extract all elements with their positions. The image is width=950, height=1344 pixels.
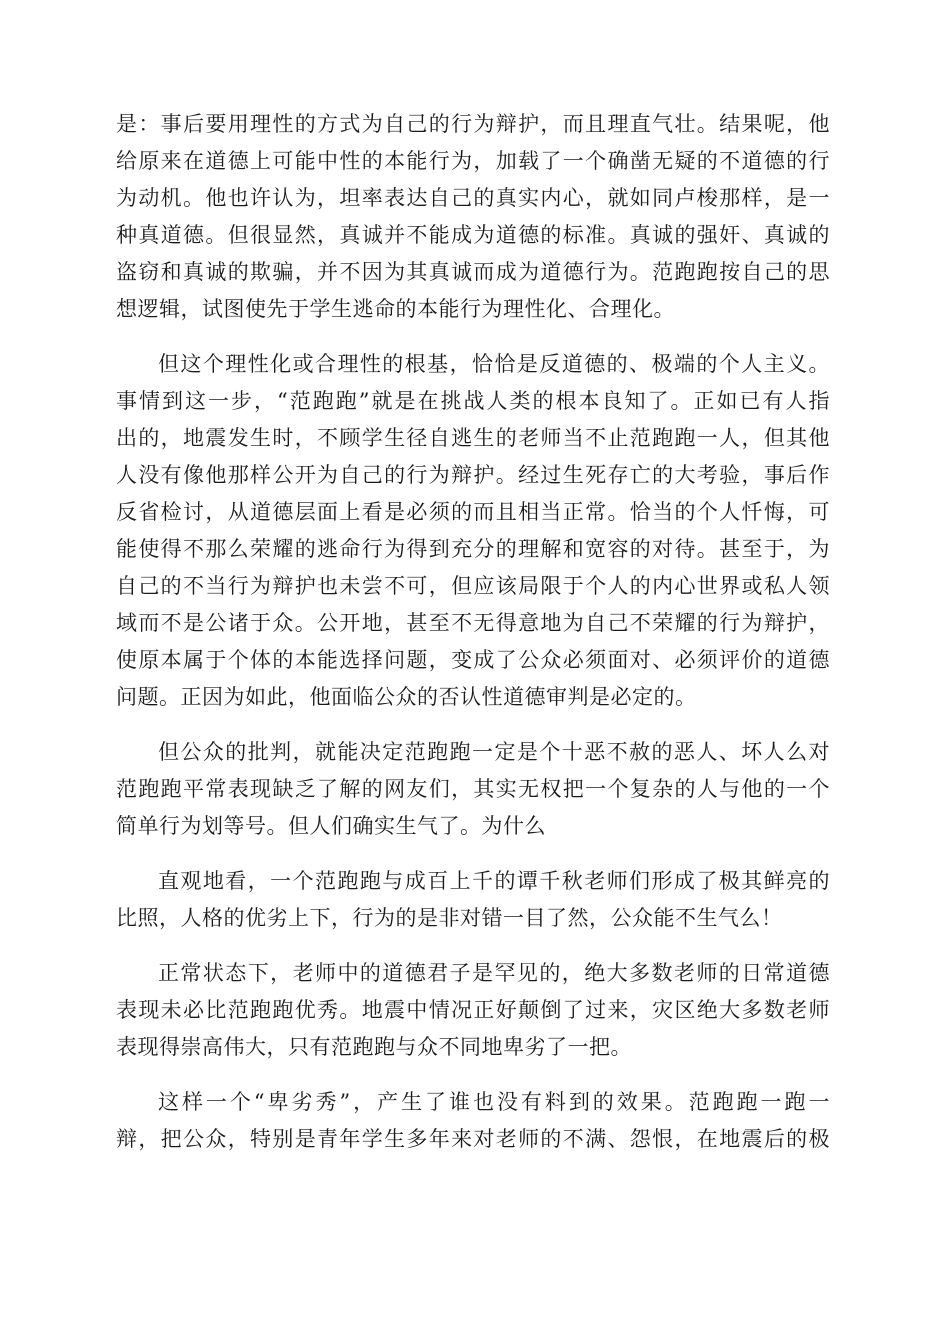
text-line: 是：事后要用理性的方式为自己的行为辩护，而且理直气壮。结果呢，他: [116, 112, 830, 136]
text-line: 正常状态下，老师中的道德君子是罕见的，绝大多数老师的日常道德: [158, 961, 830, 985]
paragraph-3: [116, 734, 830, 845]
text-line: 使原本属于个体的本能选择问题，变成了公众必须面对、必须评价的道德: [116, 648, 830, 672]
text-line: 人没有像他那样公开为自己的行为辩护。经过生死存亡的大考验，事后作: [116, 463, 830, 487]
text-line: 但这个理性化或合理性的根基，恰恰是反道德的、极端的个人主义。: [158, 352, 830, 376]
paragraph-6: [116, 1084, 830, 1158]
paragraph-1: [116, 106, 830, 328]
text-line: 表现未必比范跑跑优秀。地震中情况正好颠倒了过来，灾区绝大多数老师: [116, 998, 830, 1022]
text-line: 直观地看，一个范跑跑与成百上千的谭千秋老师们形成了极其鲜亮的: [158, 869, 830, 893]
text-line: 种真道德。但很显然，真诚并不能成为道德的标准。真诚的强奸、真诚的: [116, 223, 830, 247]
text-line: 比照，人格的优劣上下，行为的是非对错一目了然，公众能不生气么！: [116, 906, 783, 930]
text-line: 问题。正因为如此，他面临公众的否认性道德审判是必定的。: [116, 685, 697, 709]
text-line: 想逻辑，试图使先于学生逃命的本能行为理性化、合理化。: [116, 297, 675, 321]
paragraph-4: [116, 863, 830, 937]
text-line: 反省检讨，从道德层面上看是必须的而且相当正常。恰当的个人忏悔，可: [116, 500, 830, 524]
text-line: 范跑跑平常表现缺乏了解的网友们，其实无权把一个复杂的人与他的一个: [116, 777, 830, 801]
text-line: 给原来在道德上可能中性的本能行为，加载了一个确凿无疑的不道德的行: [116, 149, 830, 173]
text-line: 能使得不那么荣耀的逃命行为得到充分的理解和宽容的对待。甚至于，为: [116, 537, 830, 561]
text-line: 事情到这一步，“范跑跑”就是在挑战人类的根本良知了。正如已有人指: [116, 389, 830, 413]
text-line: 域而不是公诸于众。公开地，甚至不无得意地为自己不荣耀的行为辩护，: [116, 611, 830, 635]
text-line: 但公众的批判，就能决定范跑跑一定是个十恶不赦的恶人、坏人么对: [158, 740, 830, 764]
paragraph-2: [116, 346, 830, 716]
text-line: 为动机。他也许认为，坦率表达自己的真实内心，就如同卢梭那样，是一: [116, 186, 830, 210]
text-line: 自己的不当行为辩护也未尝不可，但应该局限于个人的内心世界或私人领: [116, 574, 830, 598]
text-line: 辩，把公众，特别是青年学生多年来对老师的不满、怨恨，在地震后的极: [116, 1127, 830, 1151]
text-line: 盗窃和真诚的欺骗，并不因为其真诚而成为道德行为。范跑跑按自己的思: [116, 260, 830, 284]
text-line: 出的，地震发生时，不顾学生径自逃生的老师当不止范跑跑一人，但其他: [116, 426, 830, 450]
text-line: 简单行为划等号。但人们确实生气了。为什么: [116, 814, 546, 838]
text-line: 这样一个“卑劣秀”，产生了谁也没有料到的效果。范跑跑一跑一: [158, 1090, 830, 1114]
paragraph-5: [116, 955, 830, 1066]
text-line: 表现得崇高伟大，只有范跑跑与众不同地卑劣了一把。: [116, 1035, 632, 1059]
article-body: [116, 106, 830, 1176]
